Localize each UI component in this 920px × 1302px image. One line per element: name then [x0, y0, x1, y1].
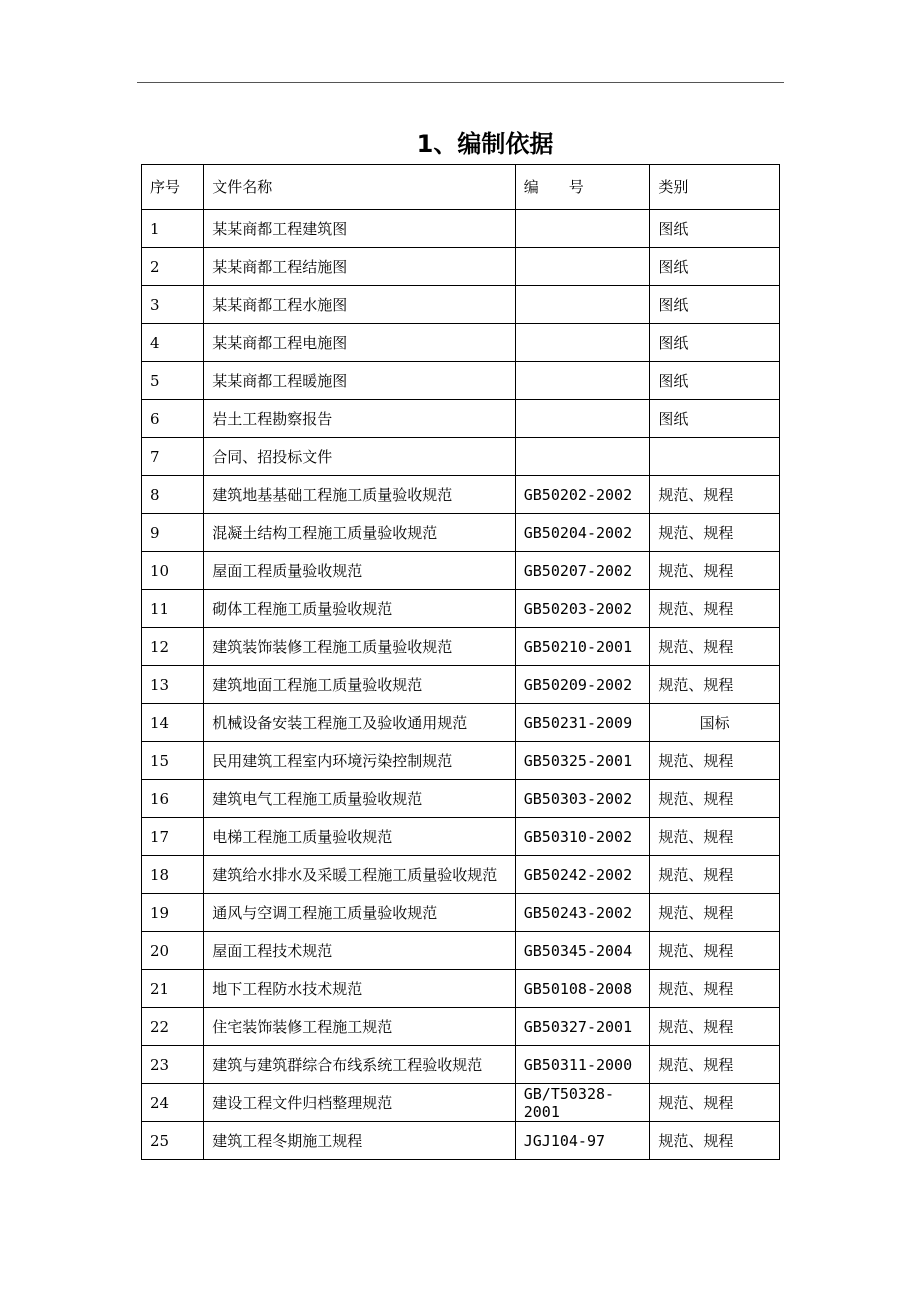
cell-name: 通风与空调工程施工质量验收规范 — [204, 894, 515, 932]
table-row — [142, 932, 780, 970]
cell-name: 某某商都工程水施图 — [204, 286, 515, 324]
cell-no: 12 — [142, 628, 204, 666]
cell-no: 2 — [142, 248, 204, 286]
cell-no: 16 — [142, 780, 204, 818]
cell-name: 某某商都工程暖施图 — [204, 362, 515, 400]
cell-code — [515, 324, 650, 362]
cell-code: GB50207-2002 — [515, 552, 650, 590]
cell-name: 屋面工程质量验收规范 — [204, 552, 515, 590]
table-row — [142, 704, 780, 742]
cell-name: 岩土工程勘察报告 — [204, 400, 515, 438]
cell-category: 规范、规程 — [650, 1046, 780, 1084]
table-row — [142, 438, 780, 476]
table-row — [142, 628, 780, 666]
cell-code: GB50311-2000 — [515, 1046, 650, 1084]
cell-no: 8 — [142, 476, 204, 514]
cell-code: JGJ104-97 — [515, 1122, 650, 1160]
page-title: 1、编制依据 — [416, 130, 554, 158]
header-rule — [137, 82, 784, 83]
cell-category: 规范、规程 — [650, 932, 780, 970]
cell-name: 建筑地面工程施工质量验收规范 — [204, 666, 515, 704]
cell-no: 18 — [142, 856, 204, 894]
cell-category: 规范、规程 — [650, 856, 780, 894]
cell-code: GB50203-2002 — [515, 590, 650, 628]
cell-no: 5 — [142, 362, 204, 400]
table-row — [142, 780, 780, 818]
table-row — [142, 552, 780, 590]
cell-category: 规范、规程 — [650, 818, 780, 856]
cell-code: GB/T50328-2001 — [515, 1084, 650, 1122]
cell-category: 规范、规程 — [650, 1008, 780, 1046]
cell-code: GB50303-2002 — [515, 780, 650, 818]
table-body — [142, 210, 780, 1160]
cell-category — [650, 438, 780, 476]
cell-name: 屋面工程技术规范 — [204, 932, 515, 970]
cell-name: 建筑地基基础工程施工质量验收规范 — [204, 476, 515, 514]
cell-no: 1 — [142, 210, 204, 248]
cell-code: GB50210-2001 — [515, 628, 650, 666]
cell-name: 机械设备安装工程施工及验收通用规范 — [204, 704, 515, 742]
cell-name: 电梯工程施工质量验收规范 — [204, 818, 515, 856]
cell-no: 13 — [142, 666, 204, 704]
cell-category: 规范、规程 — [650, 666, 780, 704]
cell-no: 21 — [142, 970, 204, 1008]
table-row — [142, 856, 780, 894]
table-row — [142, 1122, 780, 1160]
cell-code: GB50202-2002 — [515, 476, 650, 514]
cell-no: 6 — [142, 400, 204, 438]
cell-code: GB50310-2002 — [515, 818, 650, 856]
cell-no: 9 — [142, 514, 204, 552]
table-row — [142, 514, 780, 552]
cell-category: 规范、规程 — [650, 894, 780, 932]
table-row — [142, 476, 780, 514]
cell-category: 图纸 — [650, 400, 780, 438]
table-row — [142, 818, 780, 856]
cell-category: 图纸 — [650, 248, 780, 286]
cell-category: 图纸 — [650, 362, 780, 400]
cell-code: GB50327-2001 — [515, 1008, 650, 1046]
cell-no: 14 — [142, 704, 204, 742]
cell-category: 规范、规程 — [650, 590, 780, 628]
cell-code — [515, 210, 650, 248]
cell-code — [515, 286, 650, 324]
table-row — [142, 894, 780, 932]
cell-category: 规范、规程 — [650, 780, 780, 818]
table-row — [142, 324, 780, 362]
cell-no: 22 — [142, 1008, 204, 1046]
cell-code: GB50209-2002 — [515, 666, 650, 704]
header-code: 编 号 — [515, 165, 650, 210]
cell-name: 住宅装饰装修工程施工规范 — [204, 1008, 515, 1046]
cell-name: 建筑电气工程施工质量验收规范 — [204, 780, 515, 818]
cell-name: 建设工程文件归档整理规范 — [204, 1084, 515, 1122]
cell-no: 23 — [142, 1046, 204, 1084]
cell-category: 图纸 — [650, 324, 780, 362]
cell-no: 4 — [142, 324, 204, 362]
cell-no: 7 — [142, 438, 204, 476]
cell-category: 规范、规程 — [650, 514, 780, 552]
cell-code — [515, 400, 650, 438]
cell-category: 规范、规程 — [650, 970, 780, 1008]
table-row — [142, 1084, 780, 1122]
cell-code: GB50325-2001 — [515, 742, 650, 780]
table-row — [142, 590, 780, 628]
header-category: 类别 — [650, 165, 780, 210]
cell-category: 规范、规程 — [650, 476, 780, 514]
table-header-row — [142, 165, 780, 210]
cell-code: GB50231-2009 — [515, 704, 650, 742]
cell-name: 建筑工程冬期施工规程 — [204, 1122, 515, 1160]
cell-code — [515, 362, 650, 400]
cell-no: 11 — [142, 590, 204, 628]
cell-name: 合同、招投标文件 — [204, 438, 515, 476]
cell-code: GB50204-2002 — [515, 514, 650, 552]
cell-name: 砌体工程施工质量验收规范 — [204, 590, 515, 628]
cell-no: 10 — [142, 552, 204, 590]
cell-category: 规范、规程 — [650, 742, 780, 780]
table-row — [142, 248, 780, 286]
cell-category: 图纸 — [650, 286, 780, 324]
cell-no: 15 — [142, 742, 204, 780]
cell-no: 20 — [142, 932, 204, 970]
header-no: 序号 — [142, 165, 204, 210]
cell-category: 规范、规程 — [650, 628, 780, 666]
cell-no: 25 — [142, 1122, 204, 1160]
cell-no: 3 — [142, 286, 204, 324]
cell-code — [515, 248, 650, 286]
cell-category: 规范、规程 — [650, 1084, 780, 1122]
cell-name: 民用建筑工程室内环境污染控制规范 — [204, 742, 515, 780]
header-name: 文件名称 — [204, 165, 515, 210]
table-row — [142, 286, 780, 324]
basis-table — [141, 164, 780, 1160]
cell-no: 19 — [142, 894, 204, 932]
cell-name: 混凝土结构工程施工质量验收规范 — [204, 514, 515, 552]
table-row — [142, 362, 780, 400]
cell-category: 图纸 — [650, 210, 780, 248]
cell-category: 规范、规程 — [650, 552, 780, 590]
cell-category: 国标 — [650, 704, 780, 742]
cell-name: 地下工程防水技术规范 — [204, 970, 515, 1008]
table-row — [142, 742, 780, 780]
table-row — [142, 400, 780, 438]
cell-name: 建筑给水排水及采暖工程施工质量验收规范 — [204, 856, 515, 894]
cell-code: GB50243-2002 — [515, 894, 650, 932]
table-row — [142, 666, 780, 704]
cell-code: GB50242-2002 — [515, 856, 650, 894]
cell-code — [515, 438, 650, 476]
table-row — [142, 970, 780, 1008]
table-row — [142, 1046, 780, 1084]
cell-no: 24 — [142, 1084, 204, 1122]
table-row — [142, 1008, 780, 1046]
table-row — [142, 210, 780, 248]
cell-code: GB50108-2008 — [515, 970, 650, 1008]
cell-name: 建筑装饰装修工程施工质量验收规范 — [204, 628, 515, 666]
cell-name: 某某商都工程建筑图 — [204, 210, 515, 248]
cell-category: 规范、规程 — [650, 1122, 780, 1160]
cell-name: 某某商都工程结施图 — [204, 248, 515, 286]
cell-no: 17 — [142, 818, 204, 856]
cell-code: GB50345-2004 — [515, 932, 650, 970]
cell-name: 建筑与建筑群综合布线系统工程验收规范 — [204, 1046, 515, 1084]
cell-name: 某某商都工程电施图 — [204, 324, 515, 362]
